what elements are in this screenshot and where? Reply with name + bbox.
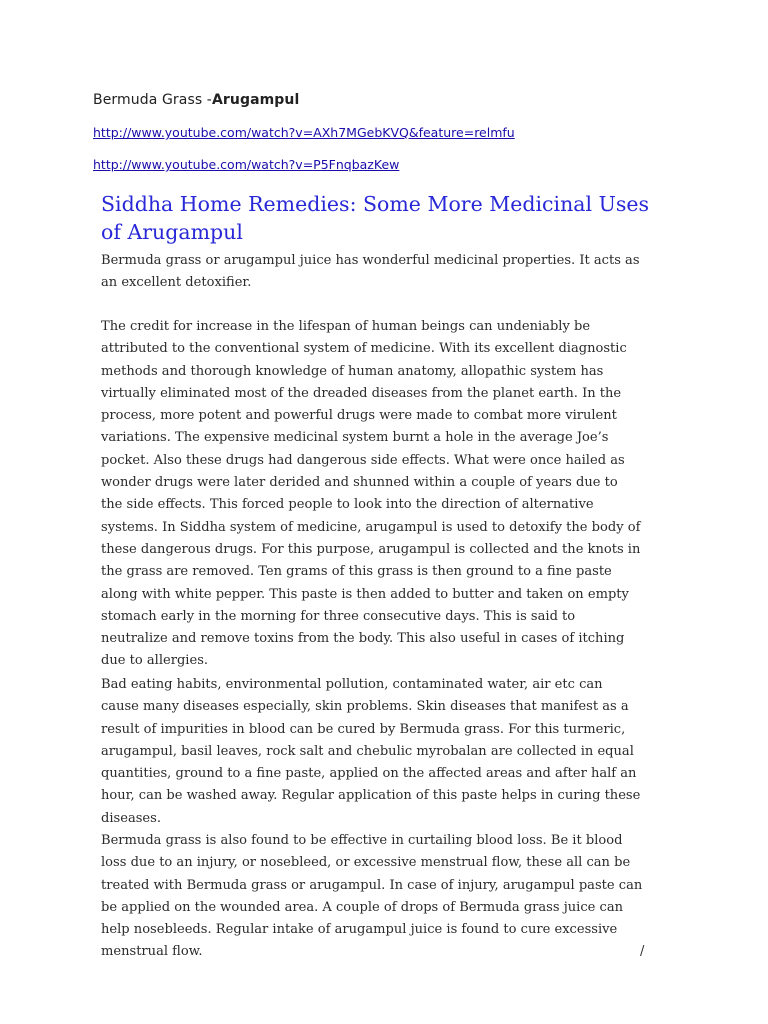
article-paragraph-2: The credit for increase in the lifespan of human beings can undeniably be attributed to the conventional system of medicine. With its excellent diagnostic methods and thorough knowledge of human anatomy, allopathic system has virtually eliminated most of the dreaded diseases from the planet earth. In the process, more potent and powerful drugs were made to combat more virulent variations. The expensive medicinal system burnt a hole in the average Joe’s pocket. Also these drugs had dangerous side effects. What were once hailed as wonder drugs were later derided and shunned within a couple of years due to the side effects. This forced people to look into the direction of alternative systems. In Siddha system of medicine, arugampul is used to detoxify the body of these dangerous drugs. For this purpose, arugampul is collected and the knots in the grass are removed. Ten grams of this grass is then ground to a fine paste along with white pepper. This paste is then added to butter and taken on empty stomach early in the morning for three consecutive days. This is said to neutralize and remove toxins from the body. This also useful in cases of itching due to allergies. — [101, 319, 641, 669]
heading-prefix: Bermuda Grass - — [93, 92, 212, 108]
youtube-link-1[interactable]: http://www.youtube.com/watch?v=AXh7MGebKVQ&feature=relmfu — [93, 125, 515, 140]
article-paragraph-4: Bermuda grass is also found to be effective in curtailing blood loss. Be it blood loss due to an injury, or nosebleed, or excessive menstrual flow, these all can be treated with Bermuda grass or arugampul. In case of injury, arugampul paste can be applied on the wounded area. A couple of drops of Bermuda grass juice can help nosebleeds. Regular intake of arugampul juice is found to cure excessive menstrual flow. — [101, 833, 643, 960]
article-title: Siddha Home Remedies: Some More Medicinal Uses of Arugampul — [101, 192, 650, 244]
youtube-link-2[interactable]: http://www.youtube.com/watch?v=P5FnqbazKew — [93, 157, 400, 172]
article-paragraph-3: Bad eating habits, environmental pollution, contaminated water, air etc can cause many diseases especially, skin problems. Skin diseases that manifest as a result of impurities in blood can be cured by Bermuda grass. For this turmeric, arugampul, basil leaves, rock salt and chebulic myrobalan are collected in equal quantities, ground to a fine paste, applied on the affected areas and after half an hour, can be washed away. Regular application of this paste helps in curing these diseases. — [101, 677, 641, 826]
corner-mark: / — [640, 944, 645, 959]
article-paragraph-1: Bermuda grass or arugampul juice has wonderful medicinal properties. It acts as an excellent detoxifier. — [101, 253, 640, 291]
heading-bold-term: Arugampul — [211, 92, 300, 108]
page-heading — [93, 92, 299, 108]
